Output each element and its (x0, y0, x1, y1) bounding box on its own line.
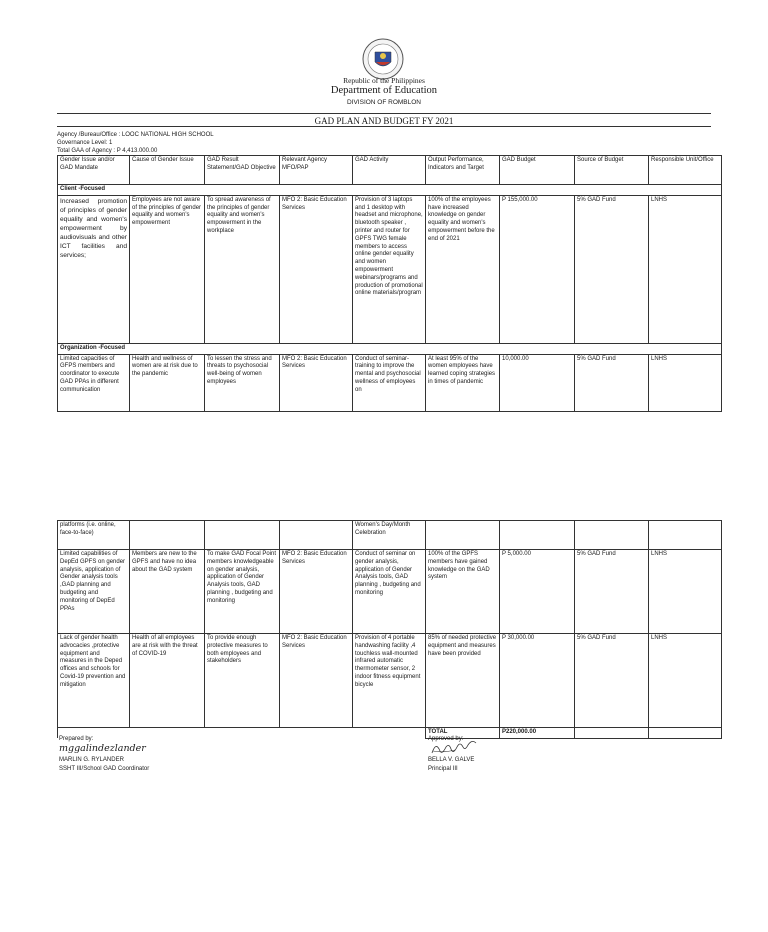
cell: Provision of 3 laptops and 1 desktop with headset and microphone, bluetooth speaker , printer and router for GPFS TWG female members to access online gender equality and women empowerment webinars/programs and production of promotional online materials/program (353, 195, 426, 343)
table-header-row (58, 156, 722, 185)
cell (575, 521, 649, 550)
cell (649, 521, 722, 550)
cell: Conduct of seminar on gender analysis, application of Gender Analysis tools, GAD planning , budgeting and monitoring (353, 550, 426, 634)
agency-office: Agency /Bureau/Office : LOOC NATIONAL HIGH SCHOOL (57, 132, 214, 138)
cell: Provision of 4 portable handwashing facility ,4 touchless wall-mounted infrared automatic thermometer sensor, 2 indoor fitness equipment bicycle (353, 634, 426, 728)
column-header: GAD Budget (500, 156, 575, 185)
title-divider (57, 126, 711, 127)
column-header: Cause of Gender Issue (130, 156, 205, 185)
column-header: GAD Result Statement/GAD Objective (205, 156, 280, 185)
organization-focused-label: Organization -Focused (58, 343, 722, 354)
cell: 5% GAD Fund (575, 550, 649, 634)
section-row (58, 185, 722, 196)
cell: Increased promotion of principles of gender equality and women's empowerment by audiovisuals and other ICT facilities and services; (58, 195, 130, 343)
cell: 10,000.00 (500, 354, 575, 411)
column-header: Source of Budget (575, 156, 649, 185)
cell: 85% of needed protective equipment and measures have been provided (426, 634, 500, 728)
cell: At least 95% of the women employees have learned coping strategies in times of pandemic (426, 354, 500, 411)
republic-heading: Republic of the Philippines (343, 76, 425, 85)
gad-plan-table-page1 (57, 155, 722, 412)
cell: MFO 2: Basic Education Services (280, 634, 353, 728)
cell: To provide enough protective measures to both employees and stakeholders (205, 634, 280, 728)
section-row (58, 343, 722, 354)
approved-label: Approved by: (428, 736, 464, 742)
prepared-label: Prepared by: (59, 736, 94, 742)
column-header: Output Performance, Indicators and Target (426, 156, 500, 185)
cell: Employees are not aware of the principles of gender equality and women's empowerment (130, 195, 205, 343)
cell: platforms (i.e. online, face-to-face) (58, 521, 130, 550)
table-row (58, 354, 722, 411)
cell: Lack of gender health advocacies ,protective equipment and measures in the Deped offices and schools for Covid-19 prevention and mitigation (58, 634, 130, 728)
document-title: GAD PLAN AND BUDGET FY 2021 (314, 116, 454, 126)
cell: 100% of the GPFS members have gained knowledge on the GAD system (426, 550, 500, 634)
cell (130, 521, 205, 550)
column-header: GAD Activity (353, 156, 426, 185)
cell: MFO 2: Basic Education Services (280, 195, 353, 343)
column-header: Relevant Agency MFO/PAP (280, 156, 353, 185)
cell: To spread awareness of the principles of gender equality and women's empowerment in the workplace (205, 195, 280, 343)
cell: 5% GAD Fund (575, 195, 649, 343)
cell: 100% of the employees have increased knowledge on gender equality and women's empowerment before the end of 2021 (426, 195, 500, 343)
gad-plan-table-page2 (57, 520, 722, 739)
cell: 5% GAD Fund (575, 634, 649, 728)
cell (58, 728, 426, 739)
cell: Limited capacities of GFPS members and coordinator to execute GAD PPAs in different communication (58, 354, 130, 411)
header-divider (57, 113, 711, 114)
cell: Women's Day/Month Celebration (353, 521, 426, 550)
cell: To make GAD Focal Point members knowledgeable on gender analysis, application of Gender Analysis tools, GAD planning , budgeting and monitoring (205, 550, 280, 634)
column-header: Gender Issue and/or GAD Mandate (58, 156, 130, 185)
table-row (58, 521, 722, 550)
approved-title: Principal III (428, 766, 458, 772)
table-row (58, 634, 722, 728)
cell (426, 521, 500, 550)
cell: LNHS (649, 634, 722, 728)
total-label: TOTAL (426, 728, 500, 739)
total-row (58, 728, 722, 739)
cell: Limited capabilities of DepEd GPFS on gender analysis, application of Gender analysis tools ,GAD planning and budgeting and monitoring of DepEd PPAs (58, 550, 130, 634)
cell: To lessen the stress and threats to psychosocial well-being of women employees (205, 354, 280, 411)
cell: Conduct of seminar-training to improve the mental and psychosocial wellness of employees on (353, 354, 426, 411)
cell: P 30,000.00 (500, 634, 575, 728)
client-focused-label: Client -Focused (58, 185, 722, 196)
cell: LNHS (649, 195, 722, 343)
table-row (58, 195, 722, 343)
department-heading: Department of Education (330, 85, 438, 96)
prepared-signature: mggalindezlander (59, 743, 146, 754)
prepared-name: MARLIN G. RYLANDER (59, 757, 124, 763)
cell: Health and wellness of women are at risk due to the pandemic (130, 354, 205, 411)
cell: MFO 2: Basic Education Services (280, 550, 353, 634)
cell (649, 728, 722, 739)
cell (280, 521, 353, 550)
table-row (58, 550, 722, 634)
division-heading: DIVISION OF ROMBLON (346, 99, 422, 106)
column-header: Responsible Unit/Office (649, 156, 722, 185)
prepared-title: SSHT III/School GAD Coordinator (59, 766, 150, 772)
approved-signature-mark (430, 741, 480, 757)
cell: P 155,000.00 (500, 195, 575, 343)
cell: LNHS (649, 550, 722, 634)
cell: Health of all employees are at risk with the threat of COVID-19 (130, 634, 205, 728)
cell (500, 521, 575, 550)
deped-seal-logo (362, 38, 404, 80)
governance-level: Governance Level: 1 (57, 140, 113, 146)
cell: Members are new to the GPFS and have no idea about the GAD system (130, 550, 205, 634)
cell: 5% GAD Fund (575, 354, 649, 411)
cell (575, 728, 649, 739)
total-gaa: Total GAA of Agency : P 4,413.000.00 (57, 148, 158, 154)
cell: LNHS (649, 354, 722, 411)
cell: MFO 2: Basic Education Services (280, 354, 353, 411)
cell (205, 521, 280, 550)
approved-name: BELLA V. GALVE (428, 757, 475, 763)
cell: P 5,000.00 (500, 550, 575, 634)
total-amount: P220,000.00 (500, 728, 575, 739)
